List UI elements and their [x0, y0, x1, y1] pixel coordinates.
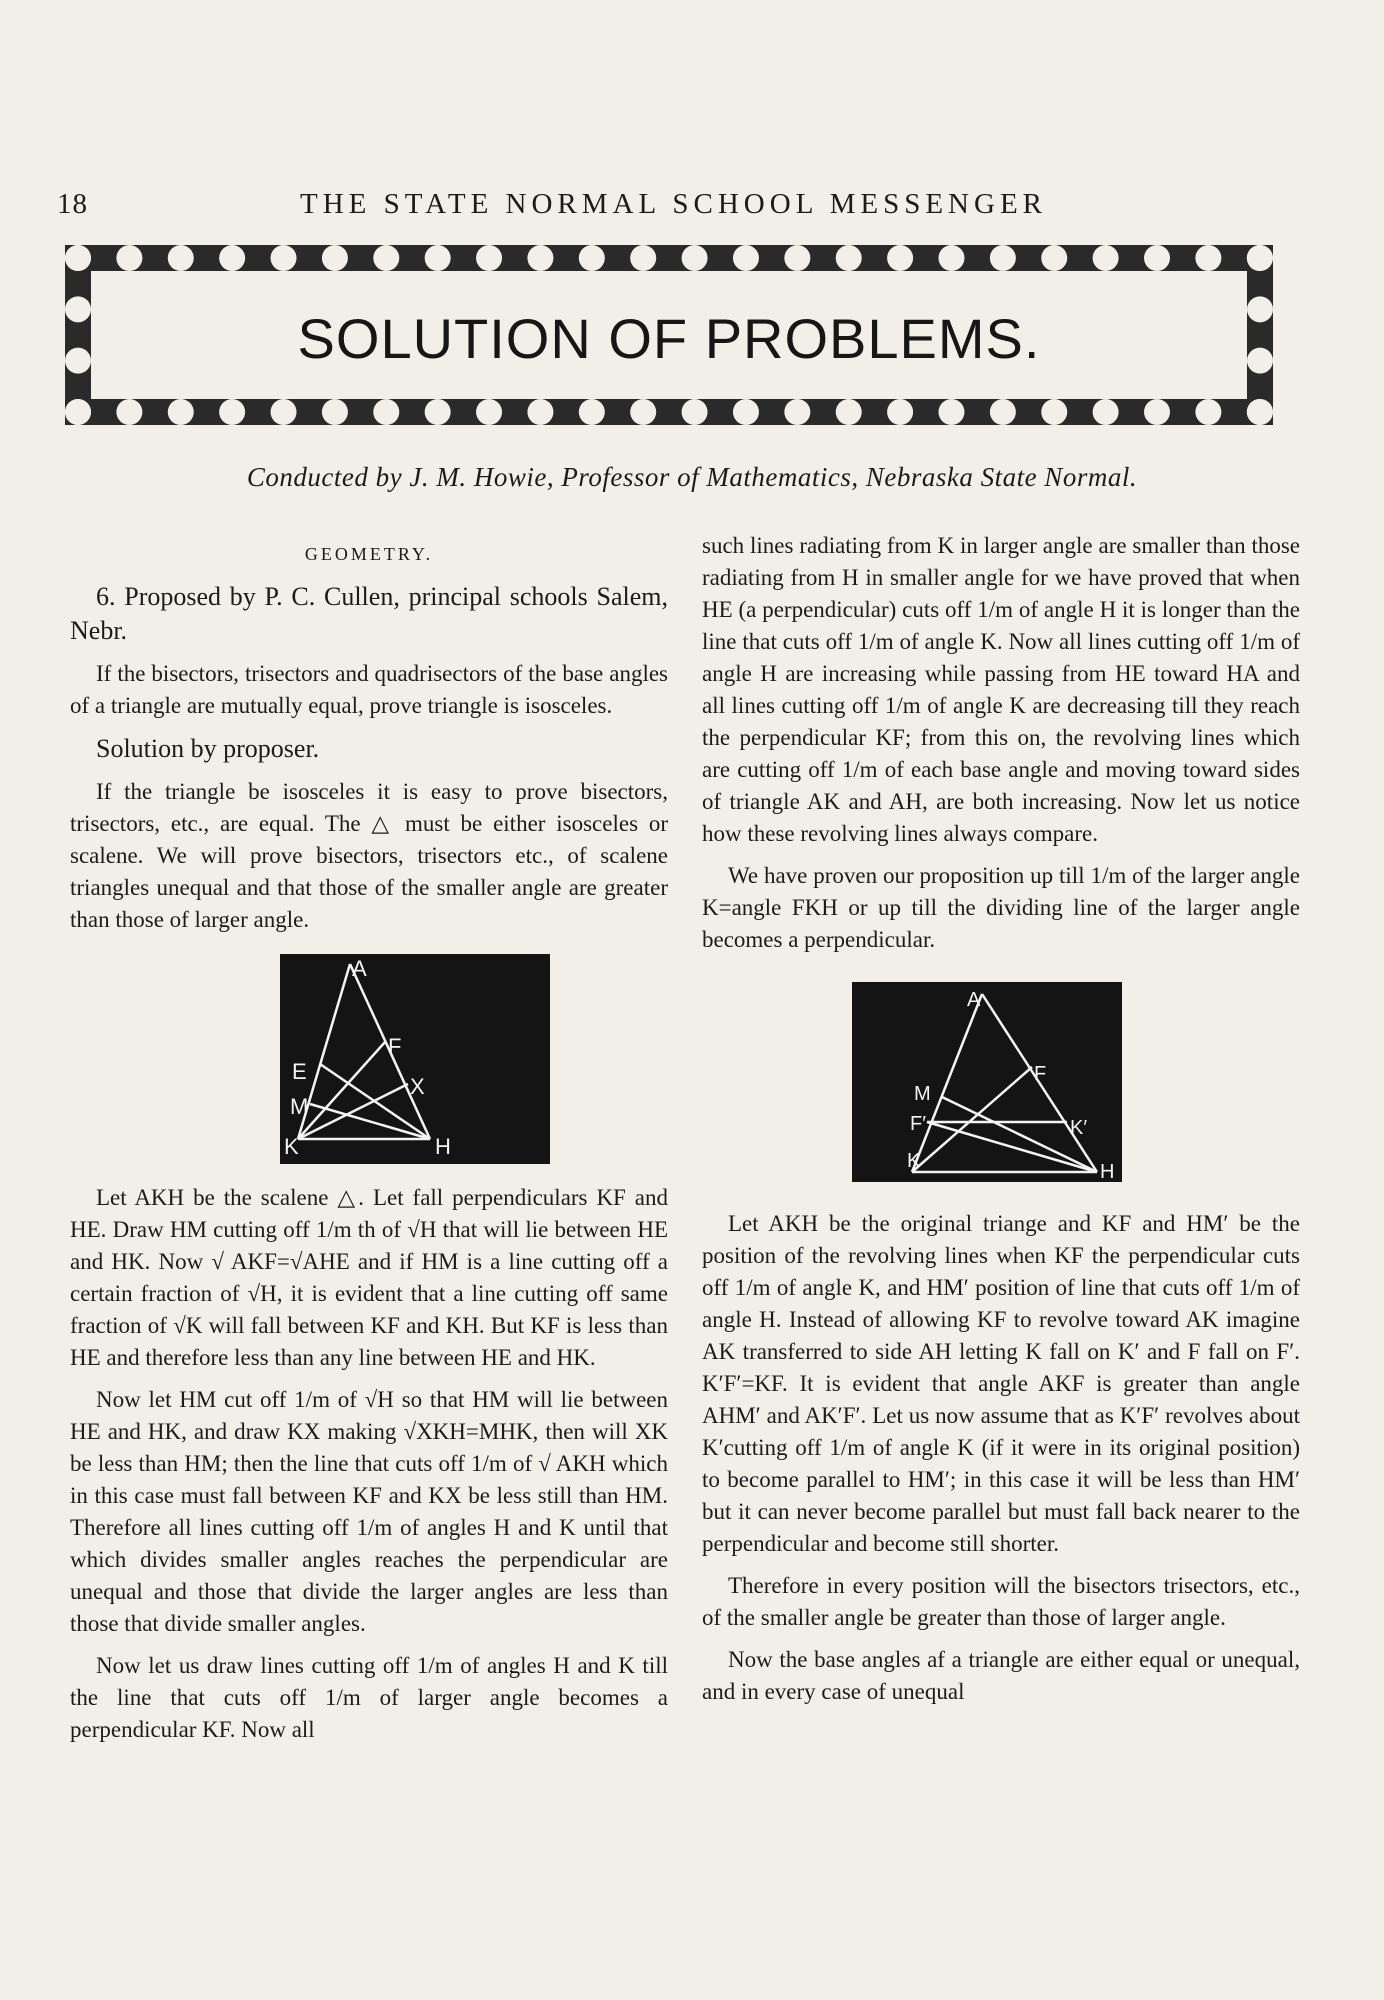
title-banner [65, 245, 1273, 425]
label-k-prime: K′ [1070, 1117, 1088, 1139]
byline: Conducted by J. M. Howie, Professor of Mathematics, Nebraska State Normal. [246, 462, 1138, 492]
label-a: A [352, 956, 367, 981]
geometry-figure-2 [852, 982, 1122, 1182]
triangle-diagram [280, 954, 550, 1164]
paragraph: We have proven our proposition up till 1/m of the larger angle K=angle FKH or up till the dividing line of the larger angle becomes a perpendicular. [702, 863, 1300, 952]
label-f-prime: F′ [910, 1113, 926, 1135]
geometry-figure-1 [280, 954, 550, 1164]
left-column [70, 530, 668, 1756]
right-column [702, 530, 1300, 1718]
paragraph: Now the base angles af a triangle are either equal or unequal, and in every case of unequal [702, 1647, 1300, 1704]
paragraph: Let AKH be the scalene △. Let fall perpendiculars KF and HE. Draw HM cutting off 1/m th of √H that will lie between HE and HK. Now √ AKF=√AHE and if HM is a line cutting off a certain fraction of √H, it is evident that a line cutting off same fraction of √K will fall between KF and KH. But KF is less than HE and therefore less than any line between HE and HK. [70, 1185, 668, 1370]
label-f: F [1034, 1063, 1047, 1085]
paragraph: such lines radiating from K in larger angle are smaller than those radiating from H in smaller angle for we have proved that when HE (a perpendicular) cuts off 1/m of angle H it is longer than the line that cuts off 1/m of angle K. Now all lines cutting off 1/m of angle H are increasing while passing from HE toward HA and all lines cutting off 1/m of angle K are decreasing till they reach the perpendicular KF; from this on, the revolving lines which are cutting off 1/m of each base angle and moving toward sides of triangle AK and AH, are both increasing. Now let us notice how these revolving lines always compare. [702, 533, 1300, 846]
label-k: K [284, 1134, 299, 1159]
page-number: 18 [57, 188, 88, 220]
label-h: H [435, 1134, 451, 1159]
article-title: SOLUTION OF PROBLEMS. [297, 307, 1041, 370]
triangle-diagram [852, 982, 1122, 1182]
paragraph: Therefore in every position will the bisectors trisectors, etc., of the smaller angle be greater than those of larger angle. [702, 1573, 1300, 1630]
running-head: THE STATE NORMAL SCHOOL MESSENGER [300, 188, 1047, 220]
solution-heading: Solution by proposer. [96, 734, 320, 763]
label-m: M [914, 1083, 931, 1105]
label-x: X [410, 1074, 425, 1099]
label-f: F [388, 1034, 402, 1059]
label-m: M [290, 1094, 309, 1119]
label-h: H [1100, 1161, 1115, 1182]
paragraph: Let AKH be the original triange and KF and HM′ be the position of the revolving lines when KF the perpendicular cuts off 1/m of angle K, and HM′ position of line that cuts off 1/m of angle H. Instead of allowing KF to revolve toward AK imagine AK transferred to side AH letting K fall on K′ and F fall on F′. K′F′=KF. It is evident that angle AKF is greater than angle AHM′ and AK′F′. Let us now assume that as K′F′ revolves about K′cutting off 1/m of angle K (if it were in its original position) to become parallel to HM′; in this case it will be less than HM′ but it can never become parallel but must fall back nearer to the perpendicular and become still shorter. [702, 1211, 1300, 1556]
section-heading: GEOMETRY. [304, 544, 434, 564]
label-k: K [907, 1150, 921, 1172]
label-e: E [292, 1059, 307, 1084]
paragraph: If the triangle be isosceles it is easy to prove bisectors, trisectors, etc., are equal. The △ must be either isosceles or scalene. We will prove bisectors, trisectors etc., of scalene triangles unequal and that those of the smaller angle are greater than those of larger angle. [70, 779, 668, 932]
paragraph: Now let HM cut off 1/m of √H so that HM will lie between HE and HK, and draw KX making √XKH=MHK, then will XK be less than HM; then the line that cuts off 1/m of √ AKH which in this case must fall between KF and KX be less still than HM. Therefore all lines cutting off 1/m of angles H and K until that which divides smaller angles reaches the perpendicular are unequal and those that divide the larger angles are less than those that divide smaller angles. [70, 1387, 668, 1636]
problem-statement: 6. Proposed by P. C. Cullen, principal schools Salem, Nebr. [70, 582, 668, 645]
problem-text: If the bisectors, trisectors and quadrisectors of the base angles of a triangle are mutually equal, prove triangle is isosceles. [70, 661, 668, 718]
label-a: A [967, 989, 981, 1011]
paragraph: Now let us draw lines cutting off 1/m of angles H and K till the line that cuts off 1/m of larger angle becomes a perpendicular KF. Now all [70, 1653, 668, 1742]
